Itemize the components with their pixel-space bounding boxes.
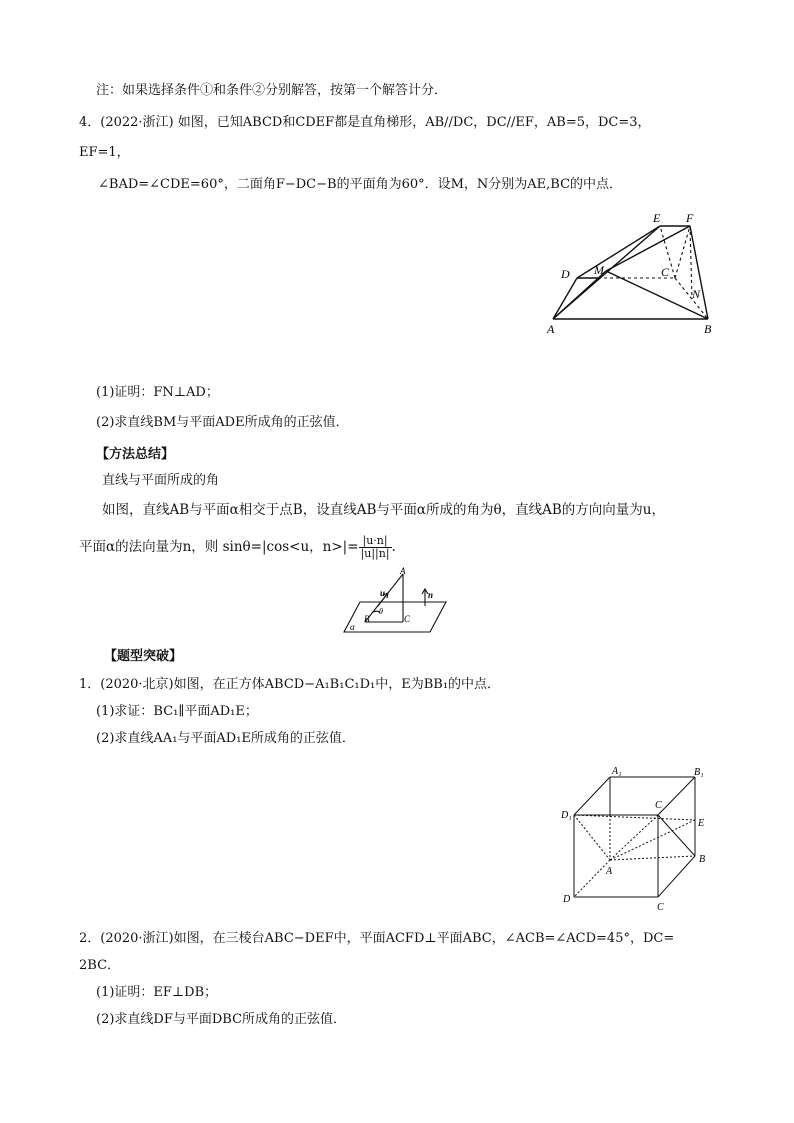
fraction-numerator: |u·n| <box>359 535 392 548</box>
method-label-u: u <box>380 588 386 598</box>
q1-part1: (1)求证：BC₁∥平面AD₁E； <box>96 704 258 719</box>
q2-part1: (1)证明：EF⊥DB； <box>96 985 218 1000</box>
method-fraction <box>359 535 392 560</box>
q4-label-M: M <box>594 263 604 277</box>
method-p1: 如图，直线AB与平面α相交于点B，设直线AB与平面α所成的角为θ，直线AB的方向向量为u， <box>102 502 665 518</box>
q4-label-A: A <box>547 322 555 336</box>
q4-part2: (2)求直线BM与平面ADE所成角的正弦值． <box>96 415 349 430</box>
q4-label-D: D <box>561 267 570 281</box>
cube-label-E: E <box>698 818 705 829</box>
method-title: 【方法总结】 <box>96 447 175 462</box>
types-title: 【题型突破】 <box>104 649 183 664</box>
method-p2-post: . <box>391 539 396 555</box>
method-figure <box>340 566 452 636</box>
method-label-B: B <box>364 614 370 624</box>
q4-figure <box>540 208 730 343</box>
cube-label-D1: D₁ <box>561 810 572 821</box>
cube-figure <box>558 762 718 914</box>
fraction-denominator: |u||n| <box>360 547 390 560</box>
method-p2 <box>79 533 396 561</box>
q4-line3: ∠BAD=∠CDE=60°，二面角F−DC−B的平面角为60°．设M，N分别为AE,BC的中点． <box>98 177 623 192</box>
cube-label-C1: C <box>655 800 662 811</box>
q4-part1: (1)证明：FN⊥AD； <box>96 385 219 400</box>
cube-label-B1: B₁ <box>694 767 704 778</box>
method-label-C: C <box>404 614 411 624</box>
note-text: 注：如果选择条件①和条件②分别解答，按第一个解答计分． <box>96 83 448 98</box>
method-subtitle: 直线与平面所成的角 <box>102 473 220 488</box>
q4-header: 4．(2022·浙江) 如图，已知ABCD和CDEF都是直角梯形，AB//DC，DC//EF，AB=5，DC=3， <box>79 115 651 130</box>
method-label-n: n <box>428 590 434 600</box>
q1-text: 1．(2020·北京)如图，在正方体ABCD−A₁B₁C₁D₁中，E为BB₁的中点． <box>79 677 501 692</box>
cube-label-A: A <box>606 866 613 877</box>
cube-label-B: B <box>699 854 706 865</box>
q4-label-C: C <box>661 265 670 279</box>
method-label-theta: θ <box>379 607 383 616</box>
q2-line1: 2．(2020·浙江)如图，在三棱台ABC−DEF中，平面ACFD⊥平面ABC，∠ACB=∠ACD=45°，DC= <box>79 931 675 946</box>
q2-line2: 2BC． <box>79 958 121 973</box>
q4-label-N: N <box>692 287 701 301</box>
q1-part2: (2)求直线AA₁与平面AD₁E所成角的正弦值． <box>96 731 355 746</box>
q4-label-F: F <box>686 211 694 225</box>
q4-line2: EF=1， <box>79 145 130 160</box>
q2-part2: (2)求直线DF与平面DBC所成角的正弦值． <box>96 1012 347 1027</box>
cube-label-C: C <box>657 902 664 913</box>
method-label-alpha: α <box>350 622 355 632</box>
q4-label-E: E <box>653 211 661 225</box>
cube-label-D: D <box>563 894 571 905</box>
cube-label-A1: A₁ <box>612 766 622 777</box>
method-p2-pre: 平面α的法向量为n，则 sinθ=|cos<u，n>|= <box>79 539 359 555</box>
q4-label-B: B <box>704 322 712 336</box>
method-label-A: A <box>400 566 406 576</box>
